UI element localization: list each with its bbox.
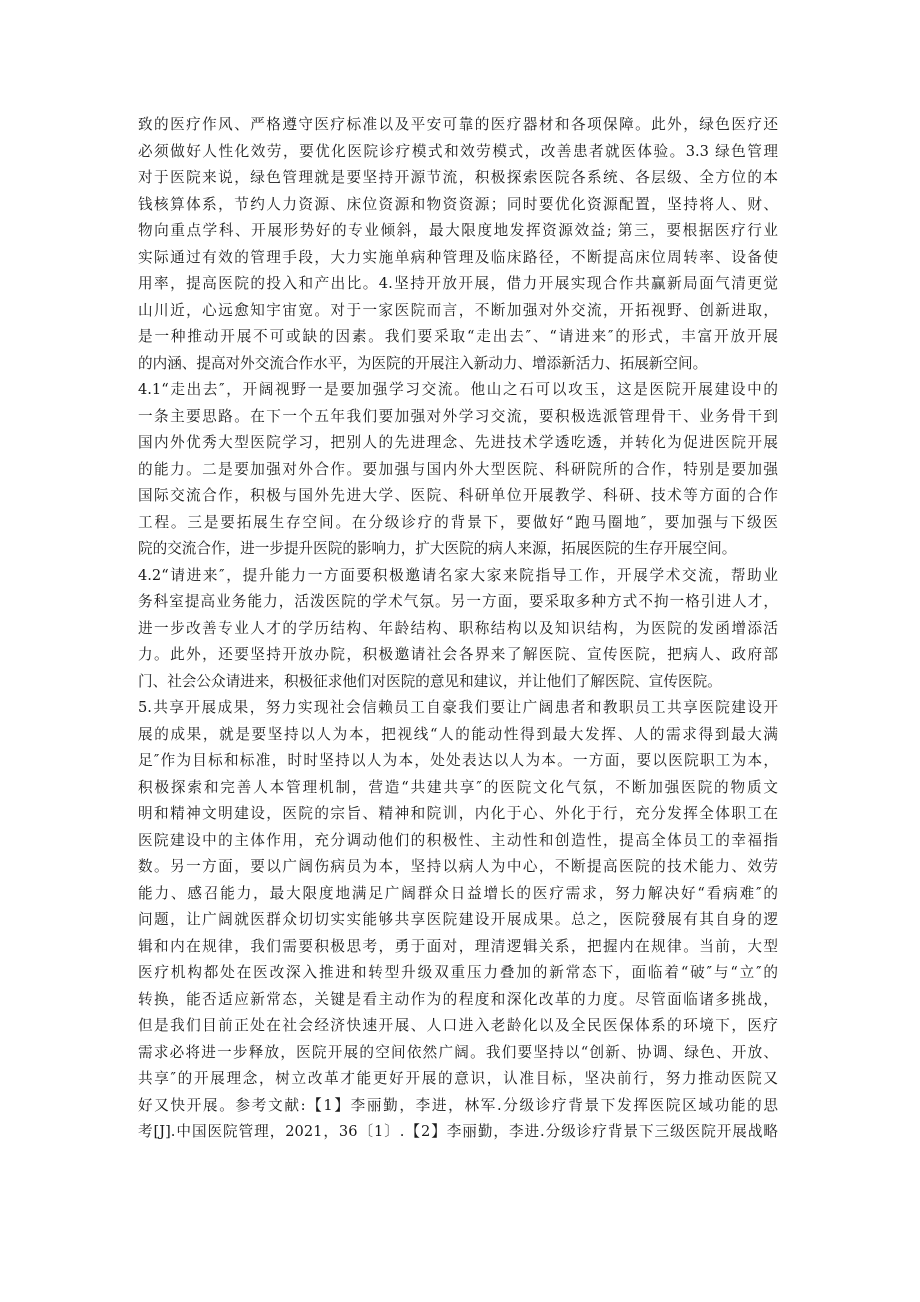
text-line: 钱核算体系，节约人力资源、床位资源和物资资源；同时要优化资源配置，坚持将人、财、 [138,195,778,213]
text-line: 问题，让广阔就医群众切切实实能够共享医院建设开展成果。总之，医院發展有其自身的逻 [138,911,778,928]
text-line: 明和精神文明建设，医院的宗旨、精神和院训，内化于心、外化于行，充分发挥全体职工在 [138,805,778,822]
text-line: 转换，能否适应新常态，关键是看主动作为的程度和深化改革的力度。尽管面临诸多挑战， [138,990,778,1008]
text-line: 积极探索和完善人本管理机制，营造“共建共享″的医院文化气氛，不断加强医院的物质文 [138,778,778,796]
text-line: 但是我们目前正处在社会经济快速开展、人口进入老龄化以及全民医保体系的环境下，医疗 [138,1017,778,1034]
text-line: 考[J].中国医院管理，2021，36〔1〕.【2】李丽勤，李进.分级诊疗背景下三级医院开展战略 [138,1123,778,1140]
text-line: 的能力。二是要加强对外合作。要加强与国内外大型医院、科研院所的合作，特别是要加强 [138,460,778,478]
text-line: 4.1“走出去″，开阔视野一是要加强学习交流。他山之石可以攻玉，这是医院开展建设中的 [138,381,778,398]
text-line: 足″作为目标和标准，时时坚持以人为本，处处表达以人为本。一方面，要以医院职工为本， [138,752,778,769]
text-line: 的内涵、提高对外交流合作水平，为医院的开展注入新动力、增添新活力、拓展新空间。 [138,354,708,372]
text-line: 医疗机构都处在医改深入推进和转型升级双重压力叠加的新常态下，面临着“破″与“立″的 [138,964,778,981]
text-line: 是一种推动开展不可或缺的因素。我们要采取“走出去″、“请进来″的形式，丰富开放开展 [138,328,778,345]
text-line: 对于医院来说，绿色管理就是要坚持开源节流，积极探索医院各系统、各层级、全方位的本 [138,169,778,186]
text-line: 数。另一方面，要以广阔伤病员为本，坚持以病人为中心，不断提高医院的技术能力、效劳 [138,858,778,875]
text-line: 力。此外，还要坚持开放办院，积极邀请社会各界来了解医院、宣传医院，把病人、政府部 [138,646,778,663]
text-line: 院的交流合作，进一步提升医院的影响力，扩大医院的病人来源，拓展医院的生存开展空间。 [138,540,737,557]
text-line: 工程。三是要拓展生存空间。在分级诊疗的背景下，要做好“跑马圈地″，要加强与下级医 [138,513,778,531]
text-line: 山川近，心远愈知宇宙宽。对于一家医院而言，不断加强对外交流，开拓视野、创新进取， [138,301,778,319]
text-line: 需求必将进一步释放，医院开展的空间依然广阔。我们要坚持以“创新、协调、绿色、开放、 [138,1043,778,1061]
text-line: 进一步改善专业人才的学历结构、年龄结构、职称结构以及知识结构，为医院的发函增添活 [138,619,778,637]
text-line: 致的医疗作风、严格遵守医疗标准以及平安可靠的医疗器材和各项保障。此外，绿色医疗还 [138,116,778,133]
text-line: 务科室提高业务能力，活泼医院的学术气氛。另一方面，要采取多种方式不拘一格引进人才， [138,593,778,610]
text-line: 展的成果，就是要坚持以人为本，把视线“人的能动性得到最大发挥、人的需求得到最大满 [138,725,778,743]
text-line: 一条主要思路。在下一个五年我们要加强对外学习交流，要积极选派管理骨干、业务骨干到 [138,407,778,425]
text-line: 4.2“请进来″，提升能力一方面要积极邀请名家大家来院指导工作，开展学术交流，帮助业 [138,566,778,584]
text-line: 好又快开展。参考文献:【1】李丽勤，李进，林军.分级诊疗背景下发挥医院区域功能的思 [138,1096,778,1114]
text-line: 能力、感召能力，最大限度地满足广阔群众日益增长的医疗需求，努力解决好“看病难″的 [138,884,778,902]
text-line: 国际交流合作，积极与国外先进大学、医院、科研单位开展教学、科研、技术等方面的合作 [138,487,778,504]
text-line: 门、社会公众请进来，积极征求他们对医院的意见和建议，并让他们了解医院、宣传医院。 [138,672,722,690]
text-line: 国内外优秀大型医院学习，把别人的先进理念、先进技术学透吃透，并转化为促进医院开展 [138,434,778,451]
text-line: 医院建设中的主体作用，充分调动他们的积极性、主动性和创造性，提高全体员工的幸福指 [138,831,778,849]
text-line: 物向重点学科、开展形势好的专业倾斜，最大限度地发挥资源效益; 第三，要根据医疗行业 [138,222,778,239]
text-line: 5.共享开展成果，努力实现社会信赖员工自豪我们要让广阔患者和教职员工共享医院建设开 [138,699,778,716]
text-line: 辑和内在规律，我们需要积极思考，勇于面对，理清逻辑关系，把握内在规律。当前，大型 [138,937,778,955]
text-line: 共享″的开展理念，树立改革才能更好开展的意识，认准目标，坚决前行，努力推动医院又 [138,1070,778,1087]
body-text [138,112,778,1146]
text-line: 必须做好人性化效劳，要优化医院诊疗模式和效劳模式，改善患者就医体验。3.3 绿色管理 [138,142,778,160]
text-line: 用率，提高医院的投入和产出比。4.坚持开放开展，借力开展实现合作共赢新局面气清更觉 [138,275,778,292]
text-line: 实际通过有效的管理手段，大力实施单病种管理及临床路径，不断提高床位周转率、设备使 [138,248,778,266]
